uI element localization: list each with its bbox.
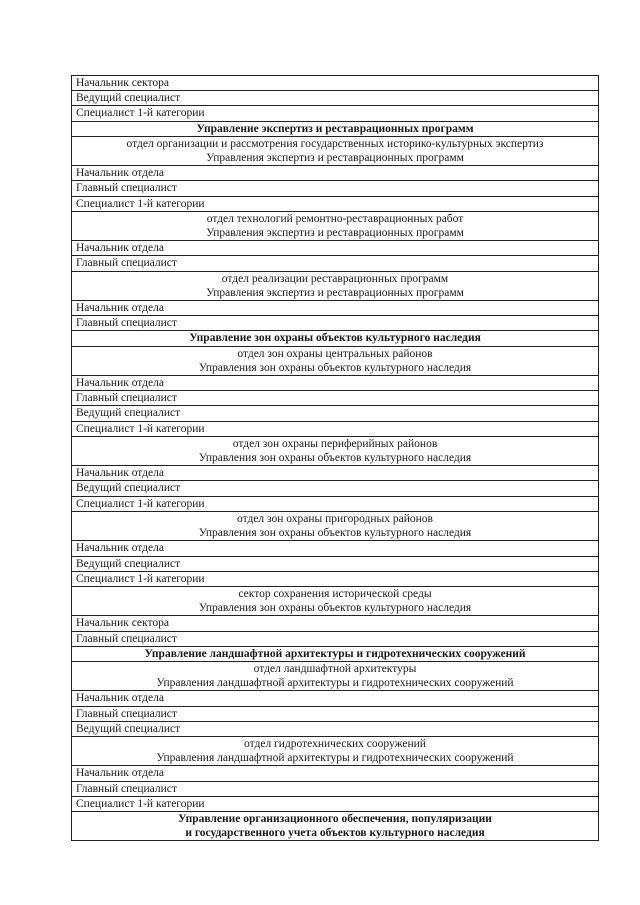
position-title (72, 166, 599, 181)
cell-text-line: отдел гидротехнических сооружений (244, 737, 426, 750)
directorate-heading (72, 331, 599, 346)
department-name (72, 736, 599, 765)
position-row (72, 766, 599, 781)
cell-text-line: Главный специалист (76, 182, 177, 195)
staff-table-body (72, 76, 599, 841)
position-title (72, 376, 599, 391)
position-row (72, 691, 599, 706)
cell-text-line: Управления зон охраны объектов культурного наследия (198, 361, 472, 374)
position-title (72, 91, 599, 106)
position-title (72, 421, 599, 436)
cell-text-line: отдел реализации реставрационных программ (221, 272, 449, 285)
position-title (72, 301, 599, 316)
position-title (72, 631, 599, 646)
department-row (72, 661, 599, 690)
position-row (72, 421, 599, 436)
position-title (72, 76, 599, 91)
department-row (72, 511, 599, 540)
directorate-heading (72, 121, 599, 136)
position-row (72, 466, 599, 481)
position-row (72, 106, 599, 121)
position-row (72, 616, 599, 631)
department-name (72, 211, 599, 240)
cell-text-line: Начальник отдела (76, 302, 164, 315)
position-row (72, 241, 599, 256)
directorate-row (72, 811, 599, 840)
cell-text-line: Специалист 1-й категории (76, 107, 205, 120)
cell-text-line: Управление зон охраны объектов культурного наследия (189, 332, 481, 345)
cell-text-line: Начальник отдела (76, 542, 164, 555)
cell-text-line: Начальник сектора (76, 617, 169, 630)
department-name (72, 346, 599, 375)
position-row (72, 556, 599, 571)
position-row (72, 481, 599, 496)
position-row (72, 571, 599, 586)
cell-text-line: отдел зон охраны центральных районов (237, 347, 433, 360)
department-name (72, 661, 599, 690)
position-title (72, 181, 599, 196)
cell-text-line: Начальник отдела (76, 692, 164, 705)
cell-text-line: Ведущий специалист (76, 407, 181, 420)
cell-text-line: Начальник отдела (76, 242, 164, 255)
cell-text-line: и государственного учета объектов культурного наследия (185, 827, 485, 840)
position-title (72, 571, 599, 586)
position-title (72, 196, 599, 211)
cell-text-line: Специалист 1-й категории (76, 797, 205, 810)
position-title (72, 106, 599, 121)
cell-text-line: Управления зон охраны объектов культурного наследия (198, 602, 472, 615)
cell-text-line: Ведущий специалист (76, 557, 181, 570)
department-name (72, 136, 599, 165)
cell-text-line: Ведущий специалист (76, 482, 181, 495)
position-title (72, 256, 599, 271)
position-row (72, 196, 599, 211)
cell-text-line: Начальник отдела (76, 377, 164, 390)
position-title (72, 406, 599, 421)
position-title (72, 721, 599, 736)
department-row (72, 586, 599, 615)
position-row (72, 706, 599, 721)
position-title (72, 541, 599, 556)
position-title (72, 766, 599, 781)
cell-text-line: Ведущий специалист (76, 722, 181, 735)
cell-text-line: Управления экспертиз и реставрационных программ (206, 286, 464, 299)
directorate-heading (72, 811, 599, 840)
cell-text-line: отдел ландшафтной архитектуры (253, 662, 417, 675)
cell-text-line: Управление организационного обеспечения, популяризации (178, 812, 492, 825)
position-title (72, 391, 599, 406)
position-title (72, 556, 599, 571)
cell-text-line: Главный специалист (76, 317, 177, 330)
cell-text-line: Управление ландшафтной архитектуры и гидротехнических сооружений (144, 647, 526, 660)
cell-text-line: отдел организации и рассмотрения государственных историко-культурных экспертиз (126, 137, 544, 150)
position-row (72, 166, 599, 181)
position-row (72, 316, 599, 331)
cell-text-line: Управления экспертиз и реставрационных программ (206, 152, 464, 165)
position-title (72, 706, 599, 721)
department-row (72, 271, 599, 300)
cell-text-line: Ведущий специалист (76, 92, 181, 105)
cell-text-line: Главный специалист (76, 707, 177, 720)
department-row (72, 736, 599, 765)
department-name (72, 271, 599, 300)
staff-table (71, 75, 599, 841)
position-row (72, 181, 599, 196)
position-row (72, 406, 599, 421)
position-title (72, 316, 599, 331)
department-name (72, 511, 599, 540)
position-title (72, 481, 599, 496)
cell-text-line: отдел технологий ремонтно-реставрационных работ (206, 212, 464, 225)
department-name (72, 436, 599, 465)
cell-text-line: Начальник отдела (76, 467, 164, 480)
cell-text-line: Начальник отдела (76, 167, 164, 180)
cell-text-line: Управления экспертиз и реставрационных программ (206, 227, 464, 240)
position-title (72, 466, 599, 481)
department-row (72, 346, 599, 375)
position-row (72, 76, 599, 91)
cell-text-line: Начальник отдела (76, 767, 164, 780)
cell-text-line: Главный специалист (76, 632, 177, 645)
cell-text-line: Управления зон охраны объектов культурного наследия (198, 452, 472, 465)
cell-text-line: Начальник сектора (76, 77, 169, 89)
cell-text-line: Специалист 1-й категории (76, 572, 205, 585)
cell-text-line: отдел зон охраны периферийных районов (232, 437, 438, 450)
cell-text-line: Главный специалист (76, 392, 177, 405)
cell-text-line: Управления зон охраны объектов культурного наследия (198, 527, 472, 540)
position-title (72, 616, 599, 631)
position-row (72, 631, 599, 646)
cell-text-line: Специалист 1-й категории (76, 197, 205, 210)
directorate-row (72, 121, 599, 136)
cell-text-line: Управления ландшафтной архитектуры и гидротехнических сооружений (156, 752, 514, 765)
position-title (72, 496, 599, 511)
cell-text-line: Управление экспертиз и реставрационных программ (196, 122, 474, 135)
cell-text-line: отдел зон охраны пригородных районов (237, 512, 433, 525)
cell-text-line: Управления ландшафтной архитектуры и гидротехнических сооружений (156, 677, 514, 690)
position-title (72, 241, 599, 256)
directorate-heading (72, 646, 599, 661)
department-row (72, 136, 599, 165)
position-row (72, 796, 599, 811)
cell-text-line: Специалист 1-й категории (76, 497, 205, 510)
cell-text-line: Главный специалист (76, 257, 177, 270)
department-row (72, 436, 599, 465)
position-title (72, 781, 599, 796)
position-row (72, 391, 599, 406)
department-name (72, 586, 599, 615)
directorate-row (72, 646, 599, 661)
cell-text-line: Специалист 1-й категории (76, 422, 205, 435)
position-title (72, 691, 599, 706)
position-row (72, 301, 599, 316)
position-row (72, 256, 599, 271)
position-row (72, 721, 599, 736)
position-row (72, 91, 599, 106)
position-title (72, 796, 599, 811)
directorate-row (72, 331, 599, 346)
cell-text-line: сектор сохранения исторической среды (238, 587, 432, 600)
position-row (72, 496, 599, 511)
position-row (72, 541, 599, 556)
position-row (72, 376, 599, 391)
department-row (72, 211, 599, 240)
cell-text-line: Главный специалист (76, 782, 177, 795)
position-row (72, 781, 599, 796)
